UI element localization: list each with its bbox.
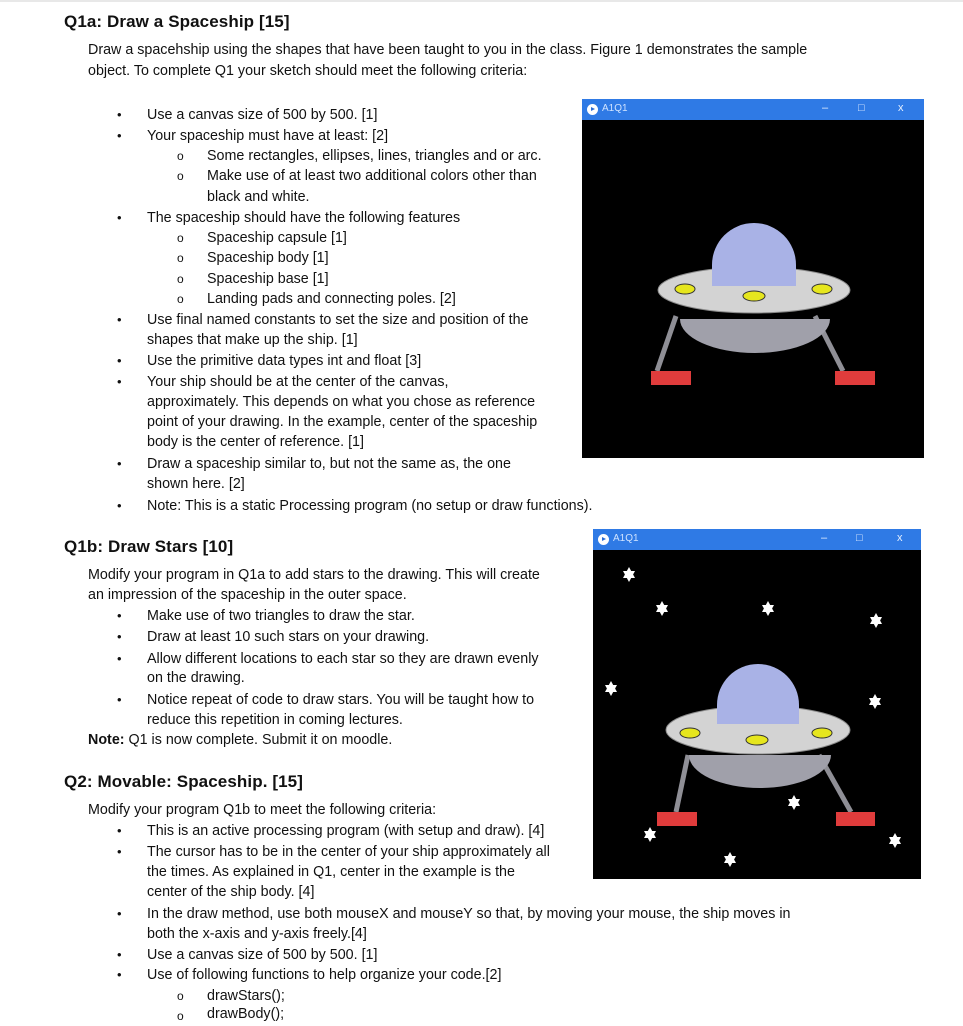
processing-window-spaceship <box>582 99 924 458</box>
q1b-item: reduce this repetition in coming lectures. <box>147 712 403 728</box>
q1a-heading: Q1a: Draw a Spaceship [15] <box>64 12 290 31</box>
q1b-item: on the drawing. <box>147 670 245 686</box>
q2-item: Use of following functions to help organize your code.[2] <box>147 967 502 983</box>
sub-bullet-glyph: o <box>177 231 184 245</box>
q1b-item: Make use of two triangles to draw the star. <box>147 608 415 624</box>
minimize-button[interactable]: – <box>821 532 828 544</box>
sub-bullet-glyph: o <box>177 1009 184 1023</box>
porthole-left <box>675 284 695 294</box>
close-button[interactable]: x <box>898 102 904 114</box>
bullet-glyph: • <box>117 210 122 225</box>
porthole-center <box>743 291 765 301</box>
bullet-glyph: • <box>117 947 122 962</box>
q1a-item: shown here. [2] <box>147 476 245 492</box>
porthole-right <box>812 728 832 738</box>
bullet-glyph: • <box>117 967 122 982</box>
processing-logo-icon <box>587 104 598 115</box>
bullet-glyph: • <box>117 651 122 666</box>
page-top-border <box>0 0 963 2</box>
porthole-right <box>812 284 832 294</box>
maximize-button[interactable]: □ <box>856 532 863 544</box>
bullet-glyph: • <box>117 906 122 921</box>
q1a-item: Some rectangles, ellipses, lines, triangles and or arc. <box>207 148 542 164</box>
sketch-canvas <box>593 550 921 879</box>
landing-pad-left <box>651 371 691 385</box>
maximize-button[interactable]: □ <box>858 102 865 114</box>
processing-logo-icon <box>598 534 609 545</box>
sub-bullet-glyph: o <box>177 292 184 306</box>
bullet-glyph: • <box>117 374 122 389</box>
q1a-item: Your ship should be at the center of the canvas, <box>147 374 449 390</box>
sub-bullet-glyph: o <box>177 149 184 163</box>
sub-bullet-glyph: o <box>177 251 184 265</box>
window-titlebar <box>593 529 921 550</box>
q2-item: the times. As explained in Q1, center in the example is the <box>147 864 515 880</box>
q1a-item: Make use of at least two additional colors other than <box>207 168 537 184</box>
q2-item: In the draw method, use both mouseX and mouseY so that, by moving your mouse, the ship moves in <box>147 906 791 922</box>
bullet-glyph: • <box>117 823 122 838</box>
q1b-note <box>88 730 392 750</box>
q2-item: The cursor has to be in the center of your ship approximately all <box>147 844 550 860</box>
q1a-item: approximately. This depends on what you chose as reference <box>147 394 536 410</box>
q1a-item: Landing pads and connecting poles. [2] <box>207 291 456 307</box>
porthole-center <box>746 735 768 745</box>
q1a-item: Spaceship base [1] <box>207 271 329 287</box>
sketch-canvas <box>582 120 924 458</box>
q1b-item: Allow different locations to each star so they are drawn evenly <box>147 651 539 667</box>
q1b-item: Notice repeat of code to draw stars. You will be taught how to <box>147 692 535 708</box>
q1a-item: Use a canvas size of 500 by 500. [1] <box>147 107 378 123</box>
q1b-note-label: Note: <box>88 732 125 748</box>
q2-item: center of the ship body. [4] <box>147 884 315 900</box>
sub-bullet-glyph: o <box>177 169 184 183</box>
q1a-intro-line-2: object. To complete Q1 your sketch should meet the following criteria: <box>88 63 528 79</box>
q1a-item: Use final named constants to set the size and position of the <box>147 312 529 328</box>
landing-pad-right <box>835 371 875 385</box>
bullet-glyph: • <box>117 844 122 859</box>
q1b-heading: Q1b: Draw Stars [10] <box>64 537 234 556</box>
q1b-item: an impression of the spaceship in the outer space. <box>88 587 407 603</box>
q2-item: Modify your program Q1b to meet the following criteria: <box>88 802 437 818</box>
q1a-item: black and white. <box>207 189 310 205</box>
q1a-item: Your spaceship must have at least: [2] <box>147 128 389 144</box>
window-titlebar <box>582 99 924 120</box>
q1a-item: Use the primitive data types int and float [3] <box>147 353 422 369</box>
q2-item: both the x-axis and y-axis freely.[4] <box>147 926 367 942</box>
bullet-glyph: • <box>117 456 122 471</box>
q1a-item: Spaceship body [1] <box>207 250 329 266</box>
bullet-glyph: • <box>117 692 122 707</box>
window-title: A1Q1 <box>602 103 628 114</box>
q1a-item: The spaceship should have the following features <box>147 210 461 226</box>
close-button[interactable]: x <box>897 532 903 544</box>
bullet-glyph: • <box>117 629 122 644</box>
q1a-intro-line-1: Draw a spacehship using the shapes that have been taught to you in the class. Figure 1 demonstrates the sample <box>88 42 808 58</box>
landing-pad-left <box>657 812 697 826</box>
q1a-item: shapes that make up the ship. [1] <box>147 332 358 348</box>
landing-pad-right <box>836 812 875 826</box>
processing-window-stars <box>593 529 921 879</box>
sub-bullet-glyph: o <box>177 989 184 1003</box>
porthole-left <box>680 728 700 738</box>
q2-item: drawStars(); <box>207 988 285 1004</box>
q1b-item: Modify your program in Q1a to add stars to the drawing. This will create <box>88 567 540 583</box>
q1a-item: Draw a spaceship similar to, but not the same as, the one <box>147 456 511 472</box>
bullet-glyph: • <box>117 128 122 143</box>
q1a-item: Spaceship capsule [1] <box>207 230 347 246</box>
window-title: A1Q1 <box>613 533 639 544</box>
q2-item: drawBody(); <box>207 1006 285 1022</box>
q1b-note-text: Q1 is now complete. Submit it on moodle. <box>124 732 393 748</box>
bullet-glyph: • <box>117 353 122 368</box>
sub-bullet-glyph: o <box>177 272 184 286</box>
q2-item: Use a canvas size of 500 by 500. [1] <box>147 947 378 963</box>
minimize-button[interactable]: – <box>822 102 829 114</box>
q1a-item: point of your drawing. In the example, center of the spaceship <box>147 414 538 430</box>
bullet-glyph: • <box>117 312 122 327</box>
bullet-glyph: • <box>117 107 122 122</box>
q2-heading: Q2: Movable: Spaceship. [15] <box>64 772 303 791</box>
q1b-item: Draw at least 10 such stars on your drawing. <box>147 629 430 645</box>
q1a-item: body is the center of reference. [1] <box>147 434 364 450</box>
q2-item: This is an active processing program (with setup and draw). [4] <box>147 823 545 839</box>
bullet-glyph: • <box>117 498 122 513</box>
q1a-item: Note: This is a static Processing program (no setup or draw functions). <box>147 498 593 514</box>
bullet-glyph: • <box>117 608 122 623</box>
